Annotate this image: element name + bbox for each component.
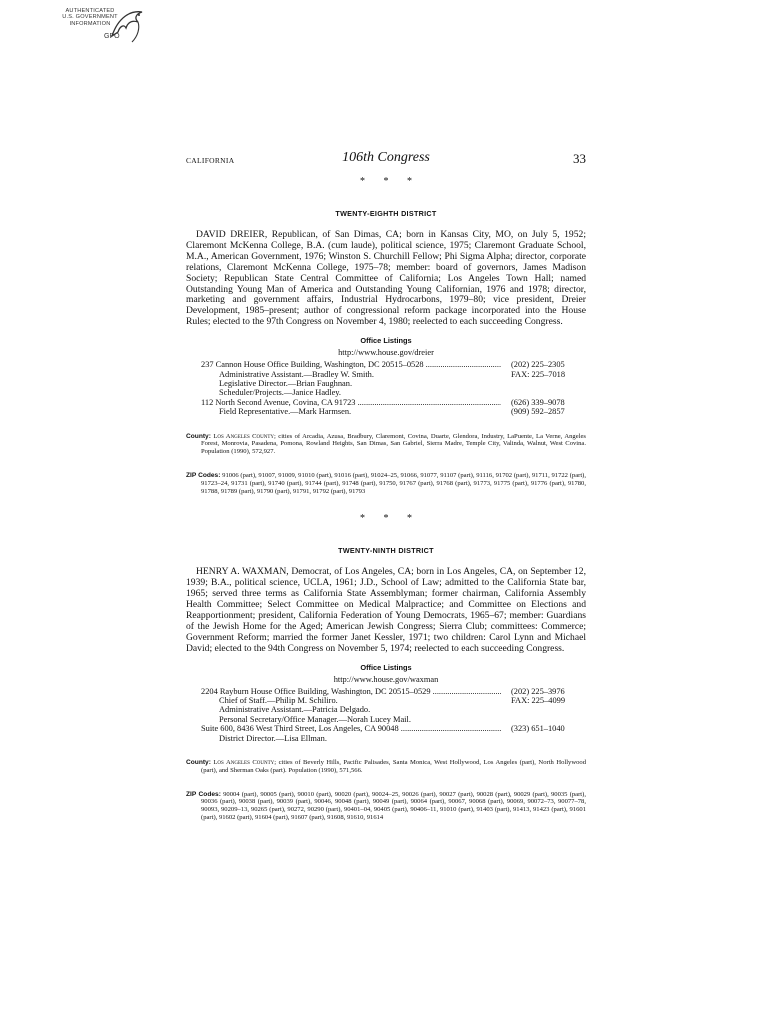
county-description bbox=[186, 759, 586, 775]
zip-codes bbox=[186, 472, 586, 495]
office-address: 2204 Rayburn House Office Building, Washington, DC 20515–0529 ..... bbox=[201, 687, 501, 696]
office-row bbox=[201, 398, 586, 407]
office-phone: (626) 339–9078 bbox=[511, 397, 565, 407]
office-listings bbox=[186, 687, 586, 743]
office-row bbox=[201, 687, 586, 696]
office-phone: (202) 225–3976 bbox=[511, 686, 565, 696]
seal-line-1: AUTHENTICATED bbox=[65, 8, 115, 14]
office-listings-heading: Office Listings bbox=[360, 336, 412, 346]
staff-line: Administrative Assistant.—Bradley W. Smith. bbox=[219, 369, 374, 379]
staff-row bbox=[201, 696, 586, 705]
seal-line-2: U.S. GOVERNMENT bbox=[62, 14, 118, 21]
county-name: Los Angeles County; bbox=[213, 759, 277, 767]
office-fax: FAX: 225–7018 bbox=[511, 369, 566, 379]
county-description bbox=[186, 433, 586, 456]
page-content bbox=[186, 150, 586, 822]
district-title: TWENTY-EIGHTH DISTRICT bbox=[335, 209, 437, 218]
office-address: 237 Cannon House Office Building, Washington, DC 20515–0528 ..... bbox=[201, 360, 501, 369]
member-biography: DAVID DREIER, Republican, of San Dimas, CA; born in Kansas City, MO, on July 5, 1952; Claremont McKenna College, B.A. (cum laude), political science, 1975; Claremont Graduate School, M.A., American Government, 1976; Winston S. Churchill Fellow; Phi Sigma Alpha; director, corporate relations, Claremont McKenna College, 1975–78; member: board of governors, James Madison Society; Republican State Central Committee of California; Los Angeles Town Hall; named Outstanding Young Man of America and Outstanding Young Californian, 1976 and 1978; director, marketing and government affairs, Industrial Hydrocarbons, 1979–80; vice president, Dreier Development, 1985–present; author of congressional reform package incorporated into the House Rules; elected to the 97th Congress on November 4, 1980; reelected to each succeeding Congress. bbox=[186, 229, 586, 328]
office-listings-heading: Office Listings bbox=[360, 662, 412, 672]
office-address: 112 North Second Avenue, Covina, CA 91723 ..... bbox=[201, 398, 501, 407]
county-text: cities of Beverly Hills, Pacific Palisades, Santa Monica, West Hollywood, Los Angeles (part), North Hollywood (part), and Sherman Oaks (part). Population (1990), 571,566. bbox=[201, 759, 586, 774]
staff-line: Legislative Director.—Brian Faughnan. bbox=[219, 378, 353, 388]
staff-row bbox=[201, 370, 586, 379]
zip-text: 90004 (part), 90005 (part), 90010 (part), 90020 (part), 90024–25, 90026 (part), 90027 (part), 90028 (part), 90029 (part), 90035 (part), 90036 (part), 90038 (part), 90039 (part), 90046, 90048 (part), 90049 (part), 90064 (part), 90067, 90068 (part), 90069, 90072–73, 90077–78, 90093, 90209–13, 90265 (part), 90272, 90290 (part), 90401–04, 90405 (part), 90406–11, 91010 (part), 91403 (part), 91413, 91423 (part), 91601 (part), 91602 (part), 91604 (part), 91607 (part), 91608, 91610, 91614 bbox=[201, 790, 586, 822]
zip-text: 91006 (part), 91007, 91009, 91010 (part), 91016 (part), 91024–25, 91066, 91077, 91107 (part), 91116, 91702 (part), 91711, 91722 (part), 91723–24, 91731 (part), 91740 (part), 91744 (part), 91748 (part), 91750, 91767 (part), 91768 (part), 91773, 91775 (part), 91776 (part), 91780, 91788, 91789 (part), 91790 (part), 91791, 91792 (part), 91793 bbox=[201, 471, 586, 495]
staff-line: Personal Secretary/Office Manager.—Norah Lucey Mail. bbox=[219, 714, 411, 724]
running-head-state: CALIFORNIA bbox=[186, 156, 235, 165]
office-phone: (323) 651–1040 bbox=[511, 724, 565, 734]
staff-line: Administrative Assistant.—Patricia Delgado. bbox=[219, 705, 371, 715]
office-fax: FAX: 225–4099 bbox=[511, 696, 566, 706]
eagle-icon bbox=[108, 6, 148, 46]
zip-label: ZIP Codes: bbox=[186, 790, 221, 798]
member-website-url: http://www.house.gov/dreier bbox=[338, 348, 434, 358]
office-row bbox=[201, 360, 586, 369]
page-number: 33 bbox=[573, 151, 586, 166]
staff-line: Scheduler/Projects.—Janice Hadley. bbox=[219, 388, 342, 398]
district-title: TWENTY-NINTH DISTRICT bbox=[338, 546, 434, 556]
member-biography: HENRY A. WAXMAN, Democrat, of Los Angeles, CA; born in Los Angeles, CA, on September 12, 1939; B.A., political science, UCLA, 1961; J.D., School of Law; admitted to the California State bar, 1965; served three terms as California State Assemblyman; former chairman, California Assembly Health Committee; Select Committee on Medical Malpractice; and Committee on Elections and Reapportionment; president, California Federation of Young Democrats, 1965–67; member: Guardians of the Jewish Home for the Aged; American Jewish Congress; Sierra Club; committees: Commerce; Government Reform; married the former Janet Kessler, 1971; two children: Carol Lynn and Michael David; elected to the 94th Congress on November 5, 1974; reelected to each succeeding Congress. bbox=[186, 566, 586, 654]
staff-line: Chief of Staff.—Philip M. Schiliro. bbox=[219, 696, 338, 706]
section-separator: * * * bbox=[360, 176, 420, 187]
gpo-authentication-seal bbox=[60, 4, 150, 48]
zip-codes bbox=[186, 791, 586, 822]
running-head-congress: 106th Congress bbox=[342, 150, 430, 165]
running-head bbox=[186, 150, 586, 172]
county-label: County: bbox=[186, 759, 211, 767]
section-separator: * * * bbox=[360, 513, 420, 525]
seal-line-3: INFORMATION bbox=[69, 20, 111, 27]
office-phone-secondary: (909) 592–2857 bbox=[511, 407, 565, 417]
office-address: Suite 600, 8436 West Third Street, Los Angeles, CA 90048 ..... bbox=[201, 724, 501, 733]
office-listings bbox=[186, 360, 586, 416]
member-website-url: http://www.house.gov/waxman bbox=[333, 674, 439, 684]
staff-line: District Director.—Lisa Ellman. bbox=[219, 733, 327, 743]
office-phone: (202) 225–2305 bbox=[511, 360, 565, 370]
seal-gpo-label: GPO bbox=[104, 33, 120, 40]
county-label: County: bbox=[186, 432, 211, 440]
county-name: Los Angeles County; bbox=[213, 432, 276, 440]
office-row bbox=[201, 724, 586, 733]
zip-label: ZIP Codes: bbox=[186, 471, 221, 479]
staff-line: Field Representative.—Mark Harmsen. bbox=[219, 407, 352, 417]
county-text: cities of Arcadia, Azusa, Bradbury, Claremont, Covina, Duarte, Glendora, Industry, LaPuente, La Verne, Angeles Forest, Monrovia, Pasadena, Pomona, Rowland Heights, San Dimas, San Gabriel, Sierra Madre, Temple City, Valinda, Walnut, West Covina. Population (1990), 572,927. bbox=[201, 432, 586, 456]
staff-row bbox=[201, 407, 586, 416]
